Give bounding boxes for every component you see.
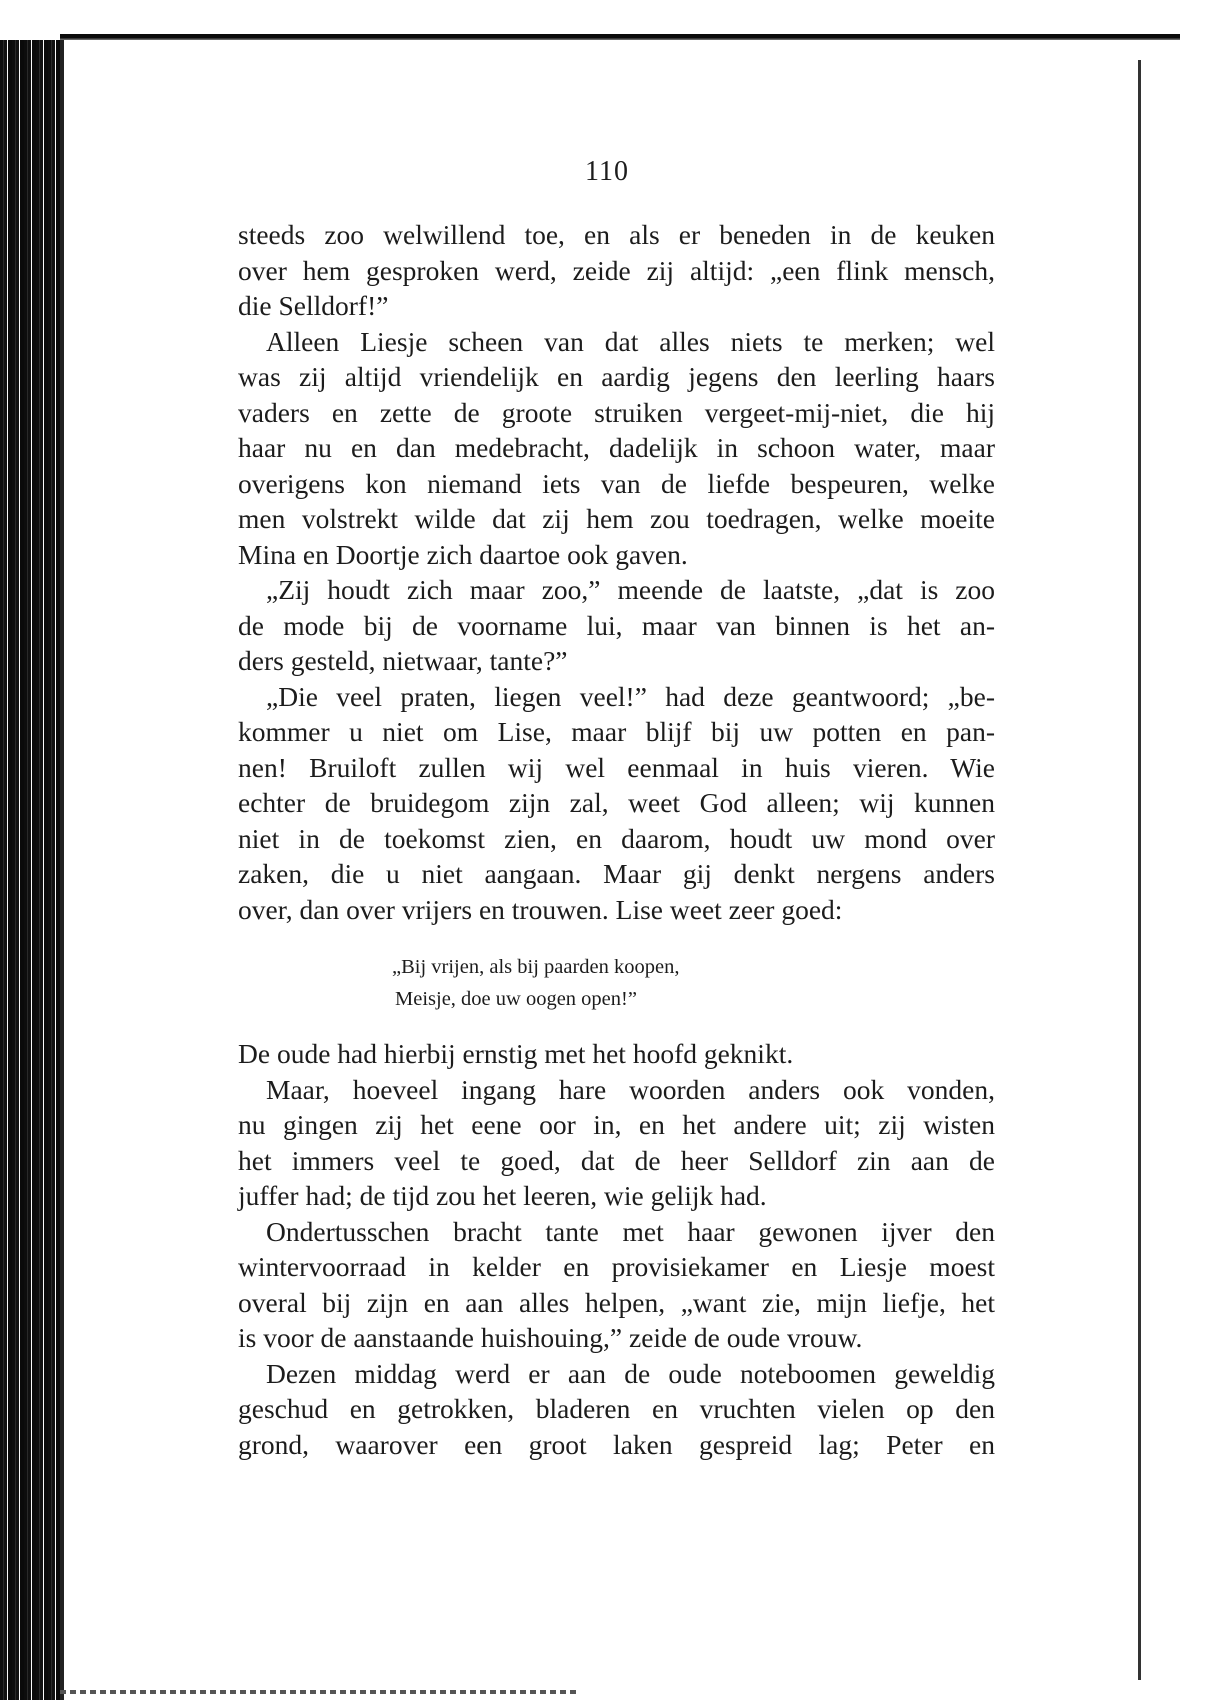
text-line: grond, waarover een groot laken gespreid lag; Peter en	[238, 1428, 995, 1460]
scan-edge-top	[60, 34, 1180, 42]
text-line: Mina en Doortje zich daartoe ook gaven.	[238, 538, 688, 570]
page-edge-right	[1138, 60, 1141, 1680]
book-spine-shadow	[0, 40, 62, 1700]
text-line: nen! Bruiloft zullen wij wel eenmaal in huis vieren. Wie	[238, 751, 995, 783]
text-line: „Die veel praten, liegen veel!” had deze geantwoord; „be-	[266, 680, 995, 712]
text-line: zaken, die u niet aangaan. Maar gij denkt nergens anders	[238, 858, 995, 889]
text-line: men volstrekt wilde dat zij hem zou toedragen, welke moeite	[238, 503, 995, 534]
text-line: de mode bij de voorname lui, maar van binnen is het an-	[238, 609, 995, 641]
text-line: was zij altijd vriendelijk en aardig jegens den leerling haars	[238, 361, 995, 392]
text-line: is voor de aanstaande huishouing,” zeide de oude vrouw.	[238, 1322, 863, 1353]
text-line: nu gingen zij het eene oor in, en het andere uit; zij wisten	[238, 1109, 995, 1140]
text-line: echter de bruidegom zijn zal, weet God alleen; wij kunnen	[238, 787, 995, 818]
body-text-block-2	[238, 1036, 995, 1462]
verse-line: Meisje, doe uw oogen open!”	[395, 988, 637, 1010]
page-number: 110	[585, 156, 629, 187]
text-line: Maar, hoeveel ingang hare woorden anders ook vonden,	[266, 1073, 995, 1105]
text-line: geschud en getrokken, bladeren en vruchten vielen op den	[238, 1393, 995, 1424]
text-line: die Selldorf!”	[238, 290, 389, 321]
text-line: niet in de toekomst zien, en daarom, houdt uw mond over	[238, 822, 995, 854]
text-line: over, dan over vrijers en trouwen. Lise weet zeer goed:	[238, 893, 843, 925]
quoted-verse	[392, 951, 812, 1015]
text-line: Ondertusschen bracht tante met haar gewonen ijver den	[266, 1215, 995, 1247]
text-line: „Zij houdt zich maar zoo,” meende de laatste, „dat is zoo	[266, 574, 995, 605]
text-line: ders gesteld, nietwaar, tante?”	[238, 645, 568, 676]
text-line: overigens kon niemand iets van de liefde bespeuren, welke	[238, 467, 995, 499]
text-line: haar nu en dan medebracht, dadelijk in schoon water, maar	[238, 432, 995, 463]
text-line: kommer u niet om Lise, maar blijf bij uw potten en pan-	[238, 716, 995, 747]
body-text-block-1	[238, 217, 995, 927]
text-line: wintervoorraad in kelder en provisiekamer en Liesje moest	[238, 1251, 995, 1282]
text-line: Alleen Liesje scheen van dat alles niets te merken; wel	[266, 325, 995, 357]
text-line: juffer had; de tijd zou het leeren, wie gelijk had.	[238, 1180, 767, 1211]
verse-line: „Bij vrijen, als bij paarden koopen,	[392, 956, 680, 978]
text-line: het immers veel te goed, dat de heer Selldorf zin aan de	[238, 1144, 995, 1176]
text-line: overal bij zijn en aan alles helpen, „want zie, mijn liefje, het	[238, 1286, 995, 1318]
text-line: Dezen middag werd er aan de oude noteboomen geweldig	[266, 1357, 995, 1389]
scan-edge-bottom	[60, 1690, 580, 1694]
text-line: over hem gesproken werd, zeide zij altijd: „een flink mensch,	[238, 254, 995, 286]
text-line: steeds zoo welwillend toe, en als er beneden in de keuken	[238, 219, 995, 250]
text-line: vaders en zette de groote struiken vergeet-mij-niet, die hij	[238, 396, 995, 428]
text-line: De oude had hierbij ernstig met het hoofd geknikt.	[238, 1038, 794, 1069]
